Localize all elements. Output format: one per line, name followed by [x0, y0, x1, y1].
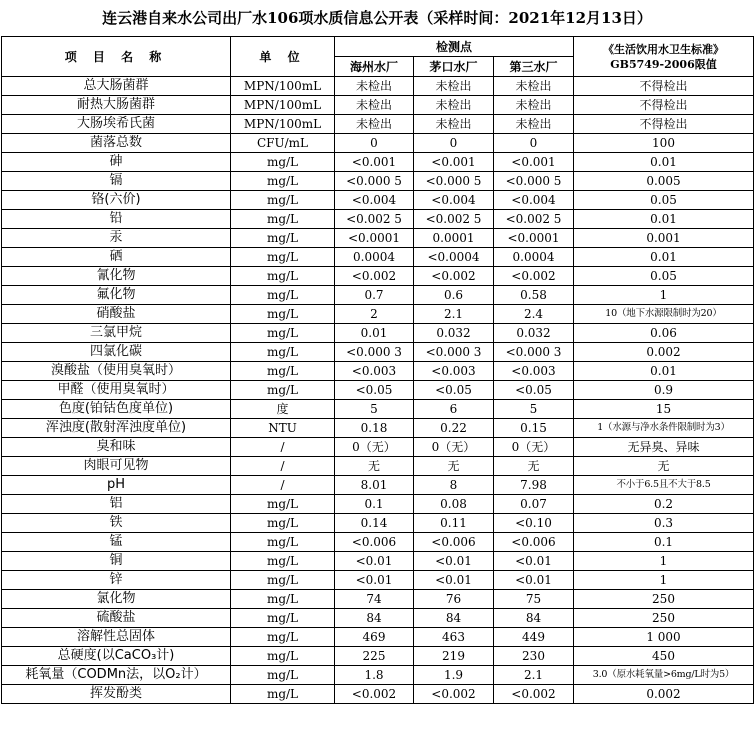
cell-unit: mg/L: [231, 552, 335, 571]
cell-standard-limit: 1: [574, 552, 754, 571]
cell-unit: mg/L: [231, 609, 335, 628]
cell-haizhou: 0.0004: [335, 248, 414, 267]
cell-unit: mg/L: [231, 647, 335, 666]
cell-unit: /: [231, 438, 335, 457]
cell-maokou: <0.002: [414, 685, 494, 704]
cell-third: 0.58: [494, 286, 574, 305]
cell-maokou: 0.0001: [414, 229, 494, 248]
cell-unit: MPN/100mL: [231, 115, 335, 134]
cell-third: <0.05: [494, 381, 574, 400]
cell-unit: mg/L: [231, 286, 335, 305]
cell-haizhou: <0.0001: [335, 229, 414, 248]
cell-maokou: 未检出: [414, 96, 494, 115]
cell-unit: mg/L: [231, 571, 335, 590]
cell-third: <0.002 5: [494, 210, 574, 229]
cell-maokou: <0.01: [414, 552, 494, 571]
cell-haizhou: 未检出: [335, 96, 414, 115]
cell-haizhou: <0.002 5: [335, 210, 414, 229]
cell-standard-limit: 3.0（原水耗氧量>6mg/L时为5）: [574, 666, 754, 685]
cell-third: <0.000 3: [494, 343, 574, 362]
cell-item-name: 总大肠菌群: [2, 77, 231, 96]
cell-unit: mg/L: [231, 590, 335, 609]
cell-unit: mg/L: [231, 267, 335, 286]
cell-item-name: 铝: [2, 495, 231, 514]
cell-unit: mg/L: [231, 381, 335, 400]
cell-standard-limit: 0.05: [574, 267, 754, 286]
cell-standard-limit: 不得检出: [574, 77, 754, 96]
cell-standard-limit: 0.01: [574, 248, 754, 267]
cell-third: <0.10: [494, 514, 574, 533]
table-row: [2, 552, 754, 571]
table-row: [2, 153, 754, 172]
cell-unit: mg/L: [231, 533, 335, 552]
cell-maokou: <0.0004: [414, 248, 494, 267]
cell-third: <0.01: [494, 552, 574, 571]
cell-unit: /: [231, 476, 335, 495]
cell-item-name: 镉: [2, 172, 231, 191]
table-row: [2, 647, 754, 666]
cell-haizhou: <0.05: [335, 381, 414, 400]
cell-item-name: 甲醛（使用臭氧时）: [2, 381, 231, 400]
header-unit: 单 位: [231, 37, 335, 77]
cell-haizhou: 无: [335, 457, 414, 476]
table-row: [2, 248, 754, 267]
cell-item-name: pH: [2, 476, 231, 495]
header-points-group: 检测点: [335, 37, 574, 57]
cell-third: 0（无）: [494, 438, 574, 457]
cell-haizhou: <0.002: [335, 267, 414, 286]
table-row: [2, 495, 754, 514]
cell-standard-limit: 0.1: [574, 533, 754, 552]
cell-item-name: 大肠埃希氏菌: [2, 115, 231, 134]
table-row: [2, 666, 754, 685]
cell-standard-limit: 0.9: [574, 381, 754, 400]
cell-haizhou: 8.01: [335, 476, 414, 495]
cell-item-name: 浑浊度(散射浑浊度单位): [2, 419, 231, 438]
cell-item-name: 锌: [2, 571, 231, 590]
cell-standard-limit: 0.3: [574, 514, 754, 533]
cell-item-name: 氟化物: [2, 286, 231, 305]
cell-haizhou: 未检出: [335, 77, 414, 96]
cell-unit: /: [231, 457, 335, 476]
cell-third: <0.000 5: [494, 172, 574, 191]
cell-unit: mg/L: [231, 495, 335, 514]
cell-third: 0.07: [494, 495, 574, 514]
cell-haizhou: 0: [335, 134, 414, 153]
cell-haizhou: 0（无）: [335, 438, 414, 457]
table-row: [2, 685, 754, 704]
cell-unit: mg/L: [231, 305, 335, 324]
cell-maokou: 无: [414, 457, 494, 476]
cell-unit: 度: [231, 400, 335, 419]
cell-maokou: 1.9: [414, 666, 494, 685]
table-row: [2, 286, 754, 305]
cell-item-name: 臭和味: [2, 438, 231, 457]
cell-maokou: <0.000 5: [414, 172, 494, 191]
cell-unit: NTU: [231, 419, 335, 438]
cell-standard-limit: 0.06: [574, 324, 754, 343]
header-point-third: 第三水厂: [494, 57, 574, 77]
cell-standard-limit: 0.002: [574, 343, 754, 362]
cell-haizhou: <0.004: [335, 191, 414, 210]
cell-item-name: 色度(铂钴色度单位): [2, 400, 231, 419]
cell-third: 0.15: [494, 419, 574, 438]
table-row: [2, 96, 754, 115]
cell-item-name: 硫酸盐: [2, 609, 231, 628]
cell-unit: MPN/100mL: [231, 77, 335, 96]
cell-maokou: <0.003: [414, 362, 494, 381]
cell-maokou: <0.001: [414, 153, 494, 172]
table-row: [2, 533, 754, 552]
cell-third: <0.0001: [494, 229, 574, 248]
cell-standard-limit: 0.01: [574, 362, 754, 381]
cell-haizhou: 2: [335, 305, 414, 324]
cell-unit: mg/L: [231, 343, 335, 362]
table-row: [2, 476, 754, 495]
cell-unit: mg/L: [231, 191, 335, 210]
cell-standard-limit: 10（地下水源限制时为20）: [574, 305, 754, 324]
cell-standard-limit: 0.001: [574, 229, 754, 248]
cell-maokou: 8: [414, 476, 494, 495]
cell-third: 0.032: [494, 324, 574, 343]
table-row: [2, 305, 754, 324]
cell-maokou: <0.01: [414, 571, 494, 590]
cell-unit: mg/L: [231, 172, 335, 191]
cell-item-name: 总硬度(以CaCO₃计): [2, 647, 231, 666]
cell-item-name: 氯化物: [2, 590, 231, 609]
cell-third: <0.004: [494, 191, 574, 210]
cell-item-name: 耐热大肠菌群: [2, 96, 231, 115]
table-row: [2, 77, 754, 96]
cell-haizhou: 84: [335, 609, 414, 628]
cell-item-name: 耗氧量（CODMn法，以O₂计）: [2, 666, 231, 685]
table-body: [2, 77, 754, 704]
cell-standard-limit: 250: [574, 609, 754, 628]
cell-third: <0.002: [494, 685, 574, 704]
cell-unit: mg/L: [231, 248, 335, 267]
cell-haizhou: 0.14: [335, 514, 414, 533]
cell-third: <0.006: [494, 533, 574, 552]
cell-standard-limit: 100: [574, 134, 754, 153]
cell-standard-limit: 无异臭、异味: [574, 438, 754, 457]
cell-haizhou: 5: [335, 400, 414, 419]
cell-haizhou: 0.7: [335, 286, 414, 305]
table-row: [2, 590, 754, 609]
cell-maokou: 0: [414, 134, 494, 153]
cell-maokou: 219: [414, 647, 494, 666]
cell-unit: mg/L: [231, 324, 335, 343]
cell-third: 75: [494, 590, 574, 609]
cell-item-name: 四氯化碳: [2, 343, 231, 362]
cell-standard-limit: 1: [574, 286, 754, 305]
cell-third: 7.98: [494, 476, 574, 495]
cell-maokou: <0.004: [414, 191, 494, 210]
water-quality-table: [1, 36, 754, 704]
cell-maokou: 0.22: [414, 419, 494, 438]
cell-standard-limit: 1 000: [574, 628, 754, 647]
cell-item-name: 铅: [2, 210, 231, 229]
table-row: [2, 134, 754, 153]
cell-third: 未检出: [494, 115, 574, 134]
cell-standard-limit: 0.01: [574, 210, 754, 229]
table-row: [2, 210, 754, 229]
cell-unit: mg/L: [231, 210, 335, 229]
header-item-name: 项 目 名 称: [2, 37, 231, 77]
cell-unit: MPN/100mL: [231, 96, 335, 115]
cell-maokou: 84: [414, 609, 494, 628]
cell-haizhou: 0.01: [335, 324, 414, 343]
table-row: [2, 514, 754, 533]
table-row: [2, 438, 754, 457]
cell-item-name: 铬(六价): [2, 191, 231, 210]
cell-unit: mg/L: [231, 628, 335, 647]
cell-third: <0.002: [494, 267, 574, 286]
table-row: [2, 267, 754, 286]
cell-maokou: 6: [414, 400, 494, 419]
cell-haizhou: <0.000 5: [335, 172, 414, 191]
cell-haizhou: 1.8: [335, 666, 414, 685]
cell-unit: mg/L: [231, 362, 335, 381]
cell-haizhou: 0.18: [335, 419, 414, 438]
cell-haizhou: 74: [335, 590, 414, 609]
cell-third: 84: [494, 609, 574, 628]
table-row: [2, 400, 754, 419]
cell-standard-limit: 450: [574, 647, 754, 666]
table-row: [2, 457, 754, 476]
header-point-maokou: 茅口水厂: [414, 57, 494, 77]
cell-standard-limit: 1（水源与净水条件限制时为3）: [574, 419, 754, 438]
cell-third: 449: [494, 628, 574, 647]
cell-item-name: 铁: [2, 514, 231, 533]
cell-maokou: <0.002 5: [414, 210, 494, 229]
cell-haizhou: <0.002: [335, 685, 414, 704]
cell-maokou: 0.032: [414, 324, 494, 343]
cell-third: 未检出: [494, 96, 574, 115]
cell-unit: mg/L: [231, 685, 335, 704]
cell-standard-limit: 0.01: [574, 153, 754, 172]
cell-maokou: 76: [414, 590, 494, 609]
header-standard-line2: GB5749-2006限值: [610, 57, 717, 71]
cell-third: <0.003: [494, 362, 574, 381]
cell-third: 未检出: [494, 77, 574, 96]
cell-haizhou: <0.006: [335, 533, 414, 552]
table-row: [2, 628, 754, 647]
cell-maokou: 0.6: [414, 286, 494, 305]
cell-item-name: 溴酸盐（使用臭氧时）: [2, 362, 231, 381]
cell-item-name: 溶解性总固体: [2, 628, 231, 647]
cell-third: <0.01: [494, 571, 574, 590]
table-row: [2, 362, 754, 381]
cell-maokou: <0.002: [414, 267, 494, 286]
cell-item-name: 氰化物: [2, 267, 231, 286]
cell-maokou: 0（无）: [414, 438, 494, 457]
cell-maokou: 未检出: [414, 115, 494, 134]
table-row: [2, 229, 754, 248]
cell-standard-limit: 1: [574, 571, 754, 590]
cell-haizhou: <0.01: [335, 552, 414, 571]
cell-third: 无: [494, 457, 574, 476]
cell-standard-limit: 不小于6.5且不大于8.5: [574, 476, 754, 495]
cell-standard-limit: 0.005: [574, 172, 754, 191]
cell-third: 0: [494, 134, 574, 153]
cell-item-name: 菌落总数: [2, 134, 231, 153]
cell-item-name: 挥发酚类: [2, 685, 231, 704]
page-title: 连云港自来水公司出厂水106项水质信息公开表（采样时间：2021年12月13日）: [102, 9, 652, 27]
table-row: [2, 381, 754, 400]
cell-unit: mg/L: [231, 153, 335, 172]
cell-haizhou: <0.001: [335, 153, 414, 172]
cell-unit: mg/L: [231, 514, 335, 533]
cell-maokou: 0.08: [414, 495, 494, 514]
cell-maokou: 0.11: [414, 514, 494, 533]
cell-standard-limit: 250: [574, 590, 754, 609]
cell-maokou: <0.000 3: [414, 343, 494, 362]
cell-maokou: 未检出: [414, 77, 494, 96]
cell-haizhou: 0.1: [335, 495, 414, 514]
cell-item-name: 硝酸盐: [2, 305, 231, 324]
cell-haizhou: 未检出: [335, 115, 414, 134]
cell-standard-limit: 0.05: [574, 191, 754, 210]
cell-haizhou: <0.003: [335, 362, 414, 381]
cell-maokou: 463: [414, 628, 494, 647]
cell-third: 5: [494, 400, 574, 419]
table-row: [2, 191, 754, 210]
table-row: [2, 343, 754, 362]
cell-haizhou: <0.01: [335, 571, 414, 590]
cell-item-name: 砷: [2, 153, 231, 172]
header-standard: [574, 37, 754, 77]
cell-item-name: 汞: [2, 229, 231, 248]
cell-standard-limit: 不得检出: [574, 115, 754, 134]
cell-standard-limit: 0.002: [574, 685, 754, 704]
cell-item-name: 硒: [2, 248, 231, 267]
cell-haizhou: <0.000 3: [335, 343, 414, 362]
cell-third: 230: [494, 647, 574, 666]
table-row: [2, 571, 754, 590]
cell-haizhou: 469: [335, 628, 414, 647]
cell-unit: CFU/mL: [231, 134, 335, 153]
cell-unit: mg/L: [231, 666, 335, 685]
table-row: [2, 172, 754, 191]
cell-maokou: <0.05: [414, 381, 494, 400]
cell-haizhou: 225: [335, 647, 414, 666]
cell-standard-limit: 不得检出: [574, 96, 754, 115]
table-row: [2, 324, 754, 343]
cell-standard-limit: 15: [574, 400, 754, 419]
table-row: [2, 419, 754, 438]
cell-maokou: <0.006: [414, 533, 494, 552]
cell-maokou: 2.1: [414, 305, 494, 324]
cell-item-name: 三氯甲烷: [2, 324, 231, 343]
cell-standard-limit: 无: [574, 457, 754, 476]
cell-unit: mg/L: [231, 229, 335, 248]
cell-third: <0.001: [494, 153, 574, 172]
table-row: [2, 115, 754, 134]
cell-third: 2.4: [494, 305, 574, 324]
cell-item-name: 铜: [2, 552, 231, 571]
cell-item-name: 肉眼可见物: [2, 457, 231, 476]
table-row: [2, 609, 754, 628]
header-standard-line1: 《生活饮用水卫生标准》: [603, 42, 724, 56]
header-point-haizhou: 海州水厂: [335, 57, 414, 77]
cell-item-name: 锰: [2, 533, 231, 552]
cell-third: 2.1: [494, 666, 574, 685]
cell-third: 0.0004: [494, 248, 574, 267]
cell-standard-limit: 0.2: [574, 495, 754, 514]
